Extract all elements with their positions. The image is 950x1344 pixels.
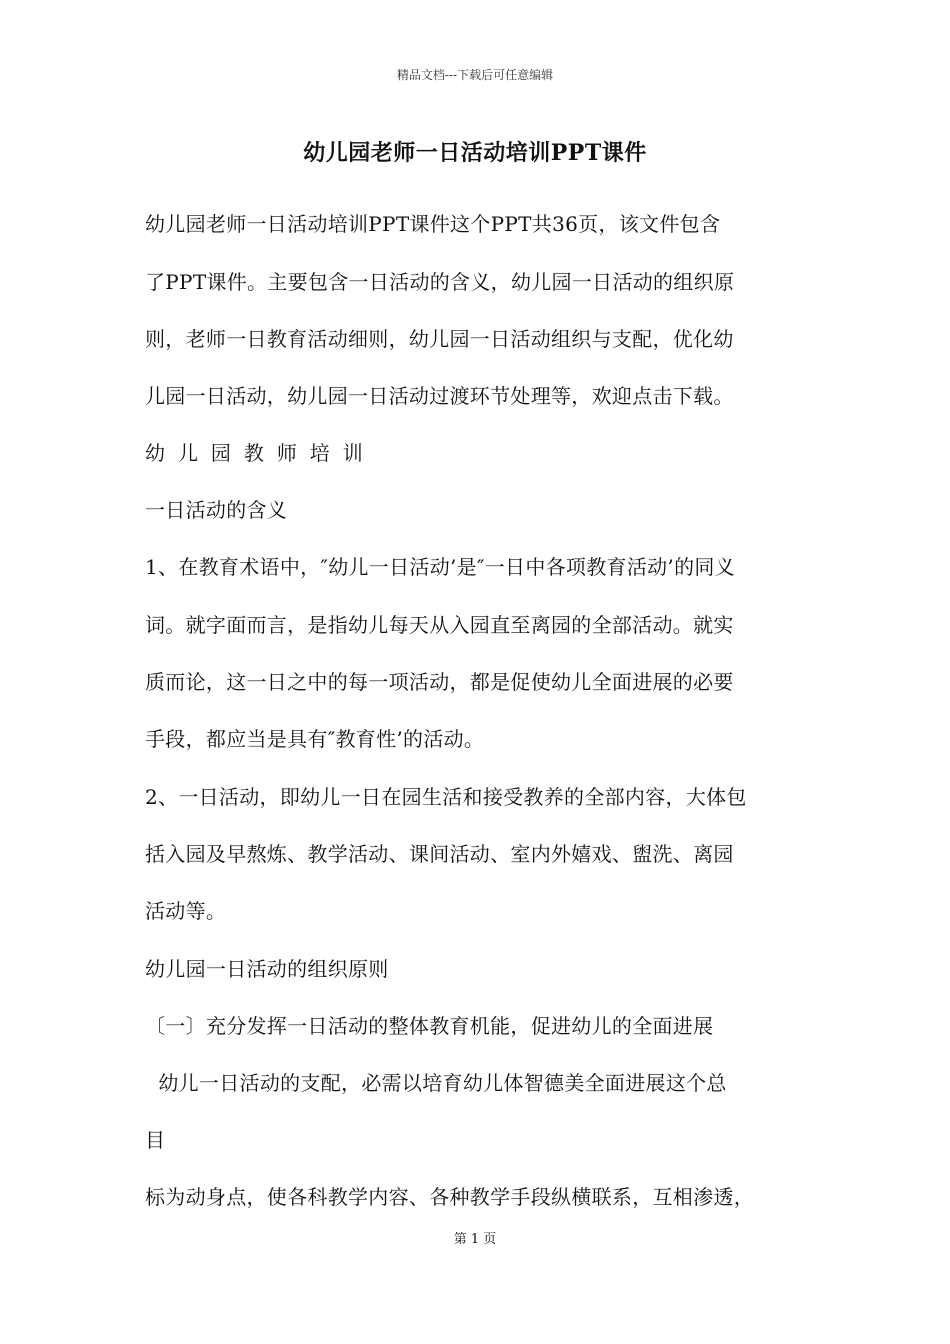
body-line: 括入园及早熬炼、教学活动、课间活动、室内外嬉戏、盥洗、离园 xyxy=(145,842,734,866)
body-line: 则，老师一日教育活动细则，幼儿园一日活动组织与支配，优化幼 xyxy=(145,327,734,351)
body-line: 幼儿园老师一日活动培训PPT课件这个PPT共36页，该文件包含 xyxy=(145,212,721,236)
page-number: 第 1 页 xyxy=(453,1232,497,1247)
body-line: 幼儿一日活动的支配，必需以培育幼儿体智德美全面进展这个总 xyxy=(145,1071,727,1095)
body-line: 1、在教育术语中，″幼儿一日活动’是″一日中各项教育活动’的同义 xyxy=(145,555,735,579)
body-line: 标为动身点，使各科教学内容、各种教学手段纵横联系，互相渗透， xyxy=(145,1185,754,1209)
section-heading: 幼 儿 园 教 师 培 训 xyxy=(145,441,364,465)
body-line: 2、一日活动，即幼儿一日在园生活和接受教养的全部内容，大体包 xyxy=(145,785,747,809)
body-line: 目 xyxy=(145,1128,166,1152)
section-heading: 一日活动的含义 xyxy=(145,498,288,522)
section-heading: 幼儿园一日活动的组织原则 xyxy=(145,957,389,981)
document-title: 幼儿园老师一日活动培训PPT课件 xyxy=(303,140,647,166)
page-header: 精品文档---下载后可任意编辑 xyxy=(396,68,554,82)
body-line: 儿园一日活动，幼儿园一日活动过渡环节处理等，欢迎点击下载。 xyxy=(145,384,734,408)
body-line: 手段，都应当是具有″教育性’的活动。 xyxy=(145,727,485,751)
body-line: 词。就字面而言，是指幼儿每天从入园直至离园的全部活动。就实 xyxy=(145,613,734,637)
body-line: 了PPT课件。主要包含一日活动的含义，幼儿园一日活动的组织原 xyxy=(145,270,735,294)
body-line: 活动等。 xyxy=(145,899,227,923)
body-line: 质而论，这一日之中的每一项活动，都是促使幼儿全面进展的必要 xyxy=(145,670,734,694)
subsection-heading: 〔一〕充分发挥一日活动的整体教育机能，促进幼儿的全面进展 xyxy=(145,1014,714,1038)
